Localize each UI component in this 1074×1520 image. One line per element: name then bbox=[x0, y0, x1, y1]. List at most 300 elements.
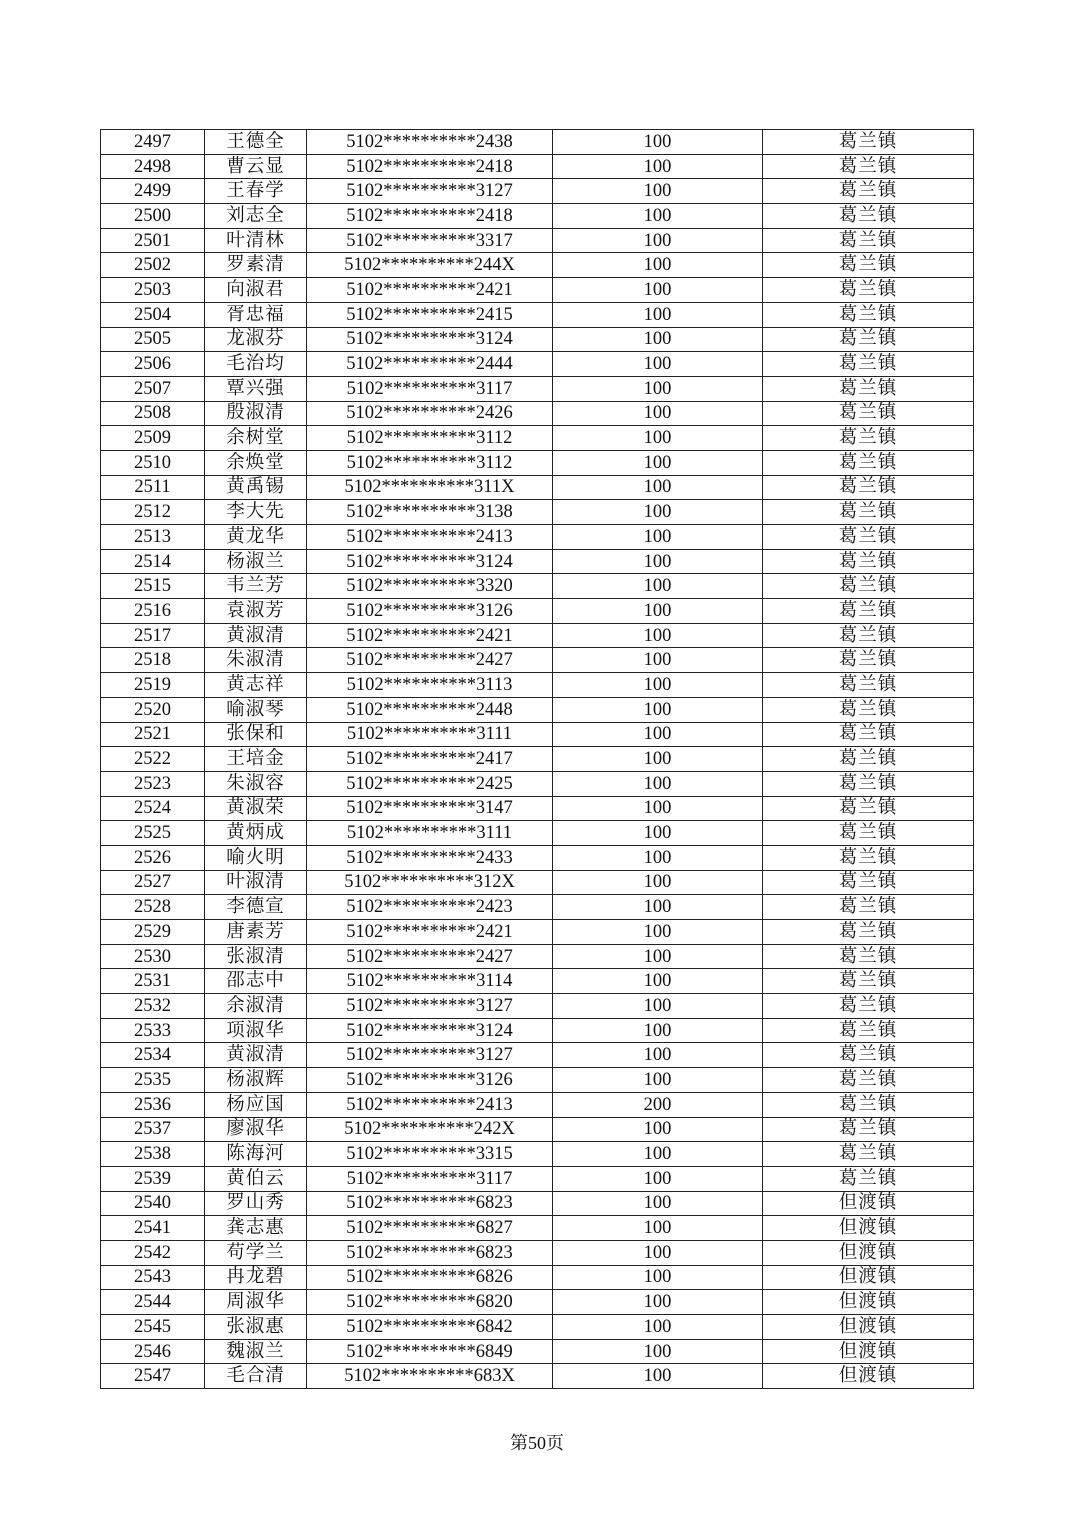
name-cell: 杨应国 bbox=[205, 1092, 307, 1117]
name-cell: 韦兰芳 bbox=[205, 574, 307, 599]
id-number-cell: 5102**********2421 bbox=[307, 920, 553, 945]
name-cell: 喻火明 bbox=[205, 845, 307, 870]
serial-number-cell: 2531 bbox=[101, 969, 205, 994]
id-number-cell: 5102**********2415 bbox=[307, 302, 553, 327]
town-cell: 葛兰镇 bbox=[763, 549, 974, 574]
table-row bbox=[101, 1290, 974, 1315]
id-number-cell: 5102**********3117 bbox=[307, 376, 553, 401]
name-cell: 邵志中 bbox=[205, 969, 307, 994]
table-row bbox=[101, 130, 974, 155]
serial-number-cell: 2508 bbox=[101, 401, 205, 426]
table-row bbox=[101, 771, 974, 796]
id-number-cell: 5102**********6823 bbox=[307, 1240, 553, 1265]
amount-cell: 100 bbox=[553, 623, 763, 648]
table-row bbox=[101, 376, 974, 401]
amount-cell: 100 bbox=[553, 870, 763, 895]
serial-number-cell: 2509 bbox=[101, 426, 205, 451]
id-number-cell: 5102**********2427 bbox=[307, 648, 553, 673]
town-cell: 葛兰镇 bbox=[763, 204, 974, 229]
table-row bbox=[101, 944, 974, 969]
amount-cell: 100 bbox=[553, 722, 763, 747]
town-cell: 葛兰镇 bbox=[763, 1142, 974, 1167]
id-number-cell: 5102**********3147 bbox=[307, 796, 553, 821]
name-cell: 黄淑清 bbox=[205, 623, 307, 648]
table-row bbox=[101, 204, 974, 229]
table-row bbox=[101, 1339, 974, 1364]
town-cell: 葛兰镇 bbox=[763, 697, 974, 722]
id-number-cell: 5102**********3126 bbox=[307, 599, 553, 624]
table-row bbox=[101, 599, 974, 624]
serial-number-cell: 2545 bbox=[101, 1315, 205, 1340]
id-number-cell: 5102**********3111 bbox=[307, 722, 553, 747]
town-cell: 葛兰镇 bbox=[763, 969, 974, 994]
amount-cell: 100 bbox=[553, 1142, 763, 1167]
name-cell: 殷淑清 bbox=[205, 401, 307, 426]
table-row bbox=[101, 845, 974, 870]
amount-cell: 100 bbox=[553, 1117, 763, 1142]
serial-number-cell: 2511 bbox=[101, 475, 205, 500]
id-number-cell: 5102**********6823 bbox=[307, 1191, 553, 1216]
name-cell: 黄淑荣 bbox=[205, 796, 307, 821]
serial-number-cell: 2502 bbox=[101, 253, 205, 278]
id-number-cell: 5102**********3114 bbox=[307, 969, 553, 994]
serial-number-cell: 2514 bbox=[101, 549, 205, 574]
town-cell: 但渡镇 bbox=[763, 1191, 974, 1216]
town-cell: 但渡镇 bbox=[763, 1216, 974, 1241]
id-number-cell: 5102**********2438 bbox=[307, 130, 553, 155]
id-number-cell: 5102**********6842 bbox=[307, 1315, 553, 1340]
serial-number-cell: 2530 bbox=[101, 944, 205, 969]
table-row bbox=[101, 1043, 974, 1068]
serial-number-cell: 2526 bbox=[101, 845, 205, 870]
id-number-cell: 5102**********2418 bbox=[307, 154, 553, 179]
amount-cell: 100 bbox=[553, 450, 763, 475]
name-cell: 项淑华 bbox=[205, 1018, 307, 1043]
name-cell: 黄禹锡 bbox=[205, 475, 307, 500]
name-cell: 袁淑芳 bbox=[205, 599, 307, 624]
serial-number-cell: 2536 bbox=[101, 1092, 205, 1117]
name-cell: 周淑华 bbox=[205, 1290, 307, 1315]
serial-number-cell: 2527 bbox=[101, 870, 205, 895]
serial-number-cell: 2519 bbox=[101, 673, 205, 698]
id-number-cell: 5102**********3112 bbox=[307, 450, 553, 475]
serial-number-cell: 2533 bbox=[101, 1018, 205, 1043]
town-cell: 葛兰镇 bbox=[763, 401, 974, 426]
table-row bbox=[101, 1018, 974, 1043]
name-cell: 黄炳成 bbox=[205, 821, 307, 846]
id-number-cell: 5102**********2418 bbox=[307, 204, 553, 229]
serial-number-cell: 2521 bbox=[101, 722, 205, 747]
id-number-cell: 5102**********311X bbox=[307, 475, 553, 500]
serial-number-cell: 2535 bbox=[101, 1068, 205, 1093]
id-number-cell: 5102**********312X bbox=[307, 870, 553, 895]
name-cell: 罗山秀 bbox=[205, 1191, 307, 1216]
id-number-cell: 5102**********2413 bbox=[307, 525, 553, 550]
serial-number-cell: 2516 bbox=[101, 599, 205, 624]
name-cell: 曹云显 bbox=[205, 154, 307, 179]
serial-number-cell: 2498 bbox=[101, 154, 205, 179]
amount-cell: 100 bbox=[553, 179, 763, 204]
serial-number-cell: 2544 bbox=[101, 1290, 205, 1315]
id-number-cell: 5102**********6820 bbox=[307, 1290, 553, 1315]
amount-cell: 100 bbox=[553, 599, 763, 624]
amount-cell: 100 bbox=[553, 574, 763, 599]
town-cell: 葛兰镇 bbox=[763, 352, 974, 377]
town-cell: 葛兰镇 bbox=[763, 648, 974, 673]
id-number-cell: 5102**********2433 bbox=[307, 845, 553, 870]
serial-number-cell: 2510 bbox=[101, 450, 205, 475]
name-cell: 覃兴强 bbox=[205, 376, 307, 401]
serial-number-cell: 2528 bbox=[101, 895, 205, 920]
town-cell: 葛兰镇 bbox=[763, 599, 974, 624]
town-cell: 但渡镇 bbox=[763, 1265, 974, 1290]
table-row bbox=[101, 525, 974, 550]
serial-number-cell: 2497 bbox=[101, 130, 205, 155]
name-cell: 龚志惠 bbox=[205, 1216, 307, 1241]
serial-number-cell: 2499 bbox=[101, 179, 205, 204]
amount-cell: 100 bbox=[553, 376, 763, 401]
serial-number-cell: 2523 bbox=[101, 771, 205, 796]
amount-cell: 100 bbox=[553, 821, 763, 846]
id-number-cell: 5102**********6849 bbox=[307, 1339, 553, 1364]
name-cell: 毛合清 bbox=[205, 1364, 307, 1389]
amount-cell: 100 bbox=[553, 401, 763, 426]
town-cell: 葛兰镇 bbox=[763, 1166, 974, 1191]
table-row bbox=[101, 920, 974, 945]
serial-number-cell: 2503 bbox=[101, 278, 205, 303]
town-cell: 葛兰镇 bbox=[763, 1018, 974, 1043]
table-row bbox=[101, 697, 974, 722]
table-row bbox=[101, 1117, 974, 1142]
town-cell: 葛兰镇 bbox=[763, 1068, 974, 1093]
name-cell: 唐素芳 bbox=[205, 920, 307, 945]
serial-number-cell: 2532 bbox=[101, 994, 205, 1019]
table-row bbox=[101, 969, 974, 994]
amount-cell: 100 bbox=[553, 747, 763, 772]
amount-cell: 100 bbox=[553, 130, 763, 155]
id-number-cell: 5102**********3127 bbox=[307, 1043, 553, 1068]
town-cell: 葛兰镇 bbox=[763, 821, 974, 846]
serial-number-cell: 2525 bbox=[101, 821, 205, 846]
name-cell: 杨淑辉 bbox=[205, 1068, 307, 1093]
amount-cell: 100 bbox=[553, 426, 763, 451]
name-cell: 毛治均 bbox=[205, 352, 307, 377]
amount-cell: 100 bbox=[553, 796, 763, 821]
amount-cell: 100 bbox=[553, 1043, 763, 1068]
town-cell: 葛兰镇 bbox=[763, 253, 974, 278]
serial-number-cell: 2501 bbox=[101, 228, 205, 253]
name-cell: 余树堂 bbox=[205, 426, 307, 451]
amount-cell: 100 bbox=[553, 352, 763, 377]
serial-number-cell: 2520 bbox=[101, 697, 205, 722]
name-cell: 龙淑芬 bbox=[205, 327, 307, 352]
town-cell: 葛兰镇 bbox=[763, 870, 974, 895]
table-row bbox=[101, 450, 974, 475]
serial-number-cell: 2537 bbox=[101, 1117, 205, 1142]
amount-cell: 100 bbox=[553, 648, 763, 673]
name-cell: 魏淑兰 bbox=[205, 1339, 307, 1364]
town-cell: 葛兰镇 bbox=[763, 302, 974, 327]
id-number-cell: 5102**********3127 bbox=[307, 179, 553, 204]
id-number-cell: 5102**********3112 bbox=[307, 426, 553, 451]
amount-cell: 100 bbox=[553, 1240, 763, 1265]
name-cell: 王德全 bbox=[205, 130, 307, 155]
amount-cell: 100 bbox=[553, 697, 763, 722]
table-row bbox=[101, 747, 974, 772]
table-row bbox=[101, 1142, 974, 1167]
id-number-cell: 5102**********3113 bbox=[307, 673, 553, 698]
amount-cell: 100 bbox=[553, 994, 763, 1019]
id-number-cell: 5102**********3124 bbox=[307, 327, 553, 352]
amount-cell: 100 bbox=[553, 1339, 763, 1364]
table-row bbox=[101, 352, 974, 377]
id-number-cell: 5102**********3320 bbox=[307, 574, 553, 599]
table-row bbox=[101, 870, 974, 895]
amount-cell: 100 bbox=[553, 944, 763, 969]
town-cell: 但渡镇 bbox=[763, 1364, 974, 1389]
amount-cell: 100 bbox=[553, 920, 763, 945]
town-cell: 葛兰镇 bbox=[763, 994, 974, 1019]
serial-number-cell: 2529 bbox=[101, 920, 205, 945]
amount-cell: 100 bbox=[553, 228, 763, 253]
id-number-cell: 5102**********2413 bbox=[307, 1092, 553, 1117]
town-cell: 但渡镇 bbox=[763, 1315, 974, 1340]
amount-cell: 100 bbox=[553, 525, 763, 550]
name-cell: 张保和 bbox=[205, 722, 307, 747]
amount-cell: 100 bbox=[553, 549, 763, 574]
amount-cell: 100 bbox=[553, 845, 763, 870]
table-row bbox=[101, 1068, 974, 1093]
town-cell: 葛兰镇 bbox=[763, 1092, 974, 1117]
table-row bbox=[101, 574, 974, 599]
id-number-cell: 5102**********6827 bbox=[307, 1216, 553, 1241]
name-cell: 刘志全 bbox=[205, 204, 307, 229]
table-row bbox=[101, 1092, 974, 1117]
amount-cell: 100 bbox=[553, 1191, 763, 1216]
amount-cell: 100 bbox=[553, 500, 763, 525]
name-cell: 叶清林 bbox=[205, 228, 307, 253]
table-row bbox=[101, 1364, 974, 1389]
table-row bbox=[101, 179, 974, 204]
id-number-cell: 5102**********242X bbox=[307, 1117, 553, 1142]
town-cell: 葛兰镇 bbox=[763, 796, 974, 821]
serial-number-cell: 2540 bbox=[101, 1191, 205, 1216]
town-cell: 葛兰镇 bbox=[763, 228, 974, 253]
amount-cell: 100 bbox=[553, 1265, 763, 1290]
table-row bbox=[101, 821, 974, 846]
table-row bbox=[101, 302, 974, 327]
amount-cell: 100 bbox=[553, 253, 763, 278]
amount-cell: 100 bbox=[553, 1315, 763, 1340]
table-row bbox=[101, 623, 974, 648]
town-cell: 葛兰镇 bbox=[763, 747, 974, 772]
table-row bbox=[101, 722, 974, 747]
town-cell: 葛兰镇 bbox=[763, 376, 974, 401]
town-cell: 葛兰镇 bbox=[763, 525, 974, 550]
table-row bbox=[101, 228, 974, 253]
id-number-cell: 5102**********3317 bbox=[307, 228, 553, 253]
amount-cell: 100 bbox=[553, 969, 763, 994]
name-cell: 王培金 bbox=[205, 747, 307, 772]
serial-number-cell: 2542 bbox=[101, 1240, 205, 1265]
name-cell: 喻淑琴 bbox=[205, 697, 307, 722]
table-row bbox=[101, 278, 974, 303]
id-number-cell: 5102**********3315 bbox=[307, 1142, 553, 1167]
amount-cell: 100 bbox=[553, 1166, 763, 1191]
id-number-cell: 5102**********2417 bbox=[307, 747, 553, 772]
roster-table bbox=[100, 129, 974, 1389]
table-row bbox=[101, 401, 974, 426]
id-number-cell: 5102**********3117 bbox=[307, 1166, 553, 1191]
town-cell: 葛兰镇 bbox=[763, 154, 974, 179]
id-number-cell: 5102**********244X bbox=[307, 253, 553, 278]
table-row bbox=[101, 549, 974, 574]
name-cell: 李大先 bbox=[205, 500, 307, 525]
town-cell: 葛兰镇 bbox=[763, 130, 974, 155]
name-cell: 陈海河 bbox=[205, 1142, 307, 1167]
id-number-cell: 5102**********2423 bbox=[307, 895, 553, 920]
id-number-cell: 5102**********3127 bbox=[307, 994, 553, 1019]
name-cell: 王春学 bbox=[205, 179, 307, 204]
amount-cell: 100 bbox=[553, 278, 763, 303]
name-cell: 黄龙华 bbox=[205, 525, 307, 550]
town-cell: 葛兰镇 bbox=[763, 500, 974, 525]
serial-number-cell: 2512 bbox=[101, 500, 205, 525]
name-cell: 冉龙碧 bbox=[205, 1265, 307, 1290]
name-cell: 余焕堂 bbox=[205, 450, 307, 475]
name-cell: 张淑惠 bbox=[205, 1315, 307, 1340]
serial-number-cell: 2518 bbox=[101, 648, 205, 673]
table-row bbox=[101, 426, 974, 451]
table-row bbox=[101, 475, 974, 500]
town-cell: 葛兰镇 bbox=[763, 920, 974, 945]
town-cell: 葛兰镇 bbox=[763, 450, 974, 475]
id-number-cell: 5102**********2444 bbox=[307, 352, 553, 377]
serial-number-cell: 2522 bbox=[101, 747, 205, 772]
serial-number-cell: 2505 bbox=[101, 327, 205, 352]
table-row bbox=[101, 1191, 974, 1216]
name-cell: 黄伯云 bbox=[205, 1166, 307, 1191]
town-cell: 葛兰镇 bbox=[763, 771, 974, 796]
table-row bbox=[101, 154, 974, 179]
town-cell: 葛兰镇 bbox=[763, 278, 974, 303]
town-cell: 葛兰镇 bbox=[763, 327, 974, 352]
name-cell: 余淑清 bbox=[205, 994, 307, 1019]
name-cell: 叶淑清 bbox=[205, 870, 307, 895]
serial-number-cell: 2547 bbox=[101, 1364, 205, 1389]
table-row bbox=[101, 500, 974, 525]
id-number-cell: 5102**********683X bbox=[307, 1364, 553, 1389]
id-number-cell: 5102**********2421 bbox=[307, 623, 553, 648]
table-row bbox=[101, 1265, 974, 1290]
town-cell: 葛兰镇 bbox=[763, 1117, 974, 1142]
id-number-cell: 5102**********3124 bbox=[307, 549, 553, 574]
amount-cell: 100 bbox=[553, 1068, 763, 1093]
amount-cell: 100 bbox=[553, 1018, 763, 1043]
table-row bbox=[101, 1315, 974, 1340]
serial-number-cell: 2538 bbox=[101, 1142, 205, 1167]
name-cell: 黄淑清 bbox=[205, 1043, 307, 1068]
amount-cell: 100 bbox=[553, 673, 763, 698]
amount-cell: 100 bbox=[553, 771, 763, 796]
id-number-cell: 5102**********2425 bbox=[307, 771, 553, 796]
serial-number-cell: 2517 bbox=[101, 623, 205, 648]
id-number-cell: 5102**********3138 bbox=[307, 500, 553, 525]
serial-number-cell: 2541 bbox=[101, 1216, 205, 1241]
serial-number-cell: 2506 bbox=[101, 352, 205, 377]
id-number-cell: 5102**********2421 bbox=[307, 278, 553, 303]
serial-number-cell: 2543 bbox=[101, 1265, 205, 1290]
name-cell: 张淑清 bbox=[205, 944, 307, 969]
serial-number-cell: 2500 bbox=[101, 204, 205, 229]
table-row bbox=[101, 796, 974, 821]
table-row bbox=[101, 253, 974, 278]
serial-number-cell: 2546 bbox=[101, 1339, 205, 1364]
amount-cell: 100 bbox=[553, 327, 763, 352]
id-number-cell: 5102**********3126 bbox=[307, 1068, 553, 1093]
page-number: 第50页 bbox=[510, 1433, 564, 1453]
serial-number-cell: 2504 bbox=[101, 302, 205, 327]
name-cell: 苟学兰 bbox=[205, 1240, 307, 1265]
amount-cell: 100 bbox=[553, 895, 763, 920]
amount-cell: 100 bbox=[553, 1290, 763, 1315]
table-row bbox=[101, 895, 974, 920]
town-cell: 葛兰镇 bbox=[763, 426, 974, 451]
id-number-cell: 5102**********3124 bbox=[307, 1018, 553, 1043]
serial-number-cell: 2534 bbox=[101, 1043, 205, 1068]
table-row bbox=[101, 1240, 974, 1265]
serial-number-cell: 2524 bbox=[101, 796, 205, 821]
town-cell: 葛兰镇 bbox=[763, 623, 974, 648]
amount-cell: 100 bbox=[553, 1216, 763, 1241]
serial-number-cell: 2539 bbox=[101, 1166, 205, 1191]
table-row bbox=[101, 1166, 974, 1191]
name-cell: 杨淑兰 bbox=[205, 549, 307, 574]
name-cell: 罗素清 bbox=[205, 253, 307, 278]
town-cell: 葛兰镇 bbox=[763, 673, 974, 698]
name-cell: 李德宣 bbox=[205, 895, 307, 920]
id-number-cell: 5102**********2427 bbox=[307, 944, 553, 969]
name-cell: 朱淑清 bbox=[205, 648, 307, 673]
amount-cell: 100 bbox=[553, 302, 763, 327]
name-cell: 廖淑华 bbox=[205, 1117, 307, 1142]
name-cell: 黄志祥 bbox=[205, 673, 307, 698]
name-cell: 向淑君 bbox=[205, 278, 307, 303]
amount-cell: 100 bbox=[553, 1364, 763, 1389]
name-cell: 胥忠福 bbox=[205, 302, 307, 327]
serial-number-cell: 2507 bbox=[101, 376, 205, 401]
table-row bbox=[101, 648, 974, 673]
town-cell: 葛兰镇 bbox=[763, 895, 974, 920]
town-cell: 但渡镇 bbox=[763, 1290, 974, 1315]
town-cell: 葛兰镇 bbox=[763, 1043, 974, 1068]
name-cell: 朱淑容 bbox=[205, 771, 307, 796]
town-cell: 但渡镇 bbox=[763, 1240, 974, 1265]
town-cell: 葛兰镇 bbox=[763, 944, 974, 969]
serial-number-cell: 2515 bbox=[101, 574, 205, 599]
amount-cell: 200 bbox=[553, 1092, 763, 1117]
id-number-cell: 5102**********3111 bbox=[307, 821, 553, 846]
town-cell: 葛兰镇 bbox=[763, 722, 974, 747]
roster-table-body bbox=[101, 130, 974, 1389]
town-cell: 葛兰镇 bbox=[763, 845, 974, 870]
table-row bbox=[101, 1216, 974, 1241]
town-cell: 葛兰镇 bbox=[763, 574, 974, 599]
town-cell: 但渡镇 bbox=[763, 1339, 974, 1364]
amount-cell: 100 bbox=[553, 204, 763, 229]
table-row bbox=[101, 327, 974, 352]
id-number-cell: 5102**********2448 bbox=[307, 697, 553, 722]
